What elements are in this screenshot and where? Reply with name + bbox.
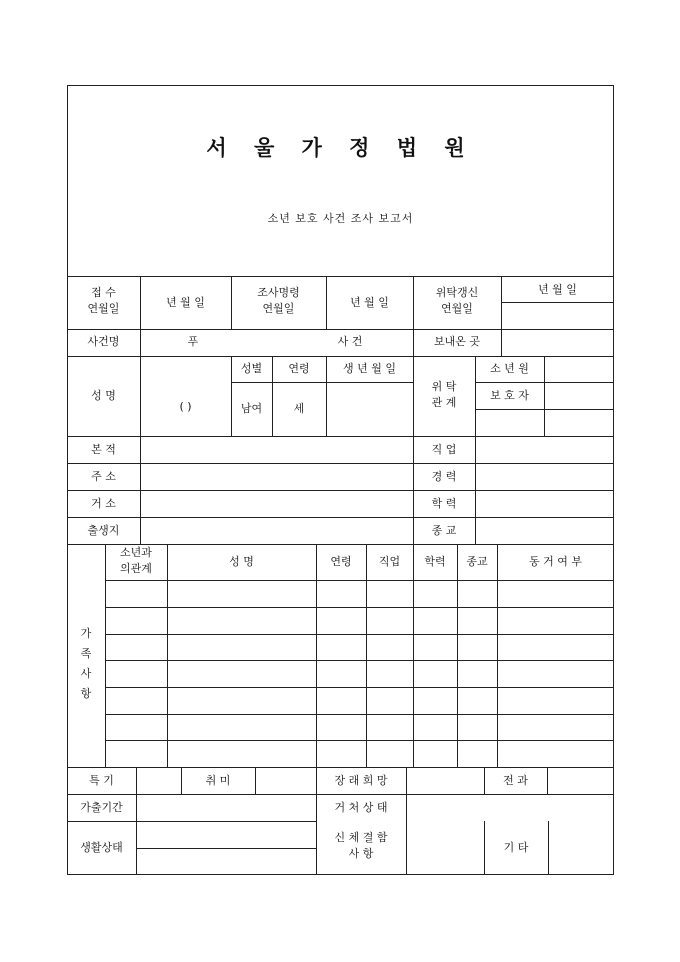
grid-line bbox=[67, 463, 614, 464]
other-label: 기 타 bbox=[503, 841, 529, 854]
commission-label-line2: 연월일 bbox=[441, 302, 473, 315]
family-education-header: 학력 bbox=[424, 555, 446, 568]
order-label-line1: 조사명령 bbox=[257, 286, 300, 299]
grid-line bbox=[501, 302, 614, 303]
receipt-date-field[interactable]: 년 월 일 bbox=[166, 296, 205, 309]
grid-line bbox=[105, 580, 614, 581]
grid-line bbox=[231, 382, 413, 383]
domicile-label: 본 적 bbox=[91, 443, 116, 456]
physical-defect-label bbox=[316, 830, 406, 862]
family-label-char: 가 bbox=[80, 627, 92, 640]
court-title: 서 울 가 정 법 원 bbox=[206, 135, 475, 160]
family-relation-header bbox=[105, 545, 167, 577]
receipt-date-label bbox=[67, 285, 140, 317]
grid-line bbox=[544, 356, 545, 436]
grid-line bbox=[105, 607, 614, 608]
age-value[interactable]: 세 bbox=[293, 402, 305, 415]
gender-value[interactable]: 남여 bbox=[240, 402, 263, 415]
birth-date-label: 생 년 월 일 bbox=[343, 362, 396, 375]
family-section-label bbox=[67, 624, 105, 704]
special-note-label: 특 기 bbox=[89, 774, 114, 787]
case-name-prefix: 푸 bbox=[187, 335, 199, 348]
relation-label-line2: 관 계 bbox=[431, 396, 457, 409]
hobby-label: 취 미 bbox=[205, 774, 231, 787]
family-label-char: 족 bbox=[80, 647, 92, 660]
name-parentheses[interactable]: ( ) bbox=[179, 400, 192, 413]
grid-line bbox=[67, 794, 614, 795]
relation-header-line1: 소년과 bbox=[120, 546, 152, 559]
runaway-period-label: 가출기간 bbox=[80, 801, 123, 814]
residence-label: 거 소 bbox=[91, 497, 116, 510]
grid-line bbox=[475, 356, 476, 544]
education-label: 학 력 bbox=[431, 497, 457, 510]
report-subtitle: 소년 보호 사건 조사 보고서 bbox=[267, 212, 414, 225]
grid-line bbox=[167, 544, 168, 767]
grid-line bbox=[366, 544, 367, 767]
sent-from-field[interactable] bbox=[502, 330, 614, 356]
gender-label: 성별 bbox=[240, 362, 263, 375]
family-label-char: 항 bbox=[80, 687, 92, 700]
family-label-char: 사 bbox=[80, 667, 92, 680]
grid-line bbox=[140, 356, 141, 544]
guardian-label: 보 호 자 bbox=[490, 389, 529, 402]
family-name-header: 성 명 bbox=[229, 555, 254, 568]
grid-line bbox=[136, 767, 137, 875]
family-age-header: 연령 bbox=[330, 555, 352, 568]
investigation-order-date-field[interactable]: 년 월 일 bbox=[350, 296, 389, 309]
family-job-header: 직업 bbox=[378, 555, 401, 568]
case-name-suffix: 사 건 bbox=[337, 335, 363, 348]
grid-line bbox=[413, 544, 414, 767]
grid-line bbox=[67, 490, 614, 491]
life-status-label: 생활상태 bbox=[80, 841, 123, 854]
grid-line bbox=[105, 544, 106, 767]
commission-renewal-label bbox=[413, 285, 501, 317]
family-cohabit-header: 동 거 여 부 bbox=[529, 555, 582, 568]
grid-line bbox=[547, 767, 548, 794]
grid-line bbox=[255, 767, 256, 794]
address-label: 주 소 bbox=[91, 470, 116, 483]
commission-relation-label bbox=[413, 379, 475, 411]
defect-label-line1: 신 체 결 함 bbox=[334, 831, 388, 844]
grid-line bbox=[548, 821, 549, 875]
receipt-label-line1: 접 수 bbox=[91, 286, 116, 299]
grid-line bbox=[140, 276, 141, 356]
grid-line bbox=[105, 687, 614, 688]
grid-line bbox=[105, 634, 614, 635]
career-label: 경 력 bbox=[431, 470, 457, 483]
sent-from-label: 보내온 곳 bbox=[433, 335, 480, 348]
commission-label-line1: 위탁갱신 bbox=[435, 286, 479, 299]
investigation-order-label bbox=[231, 285, 326, 317]
grid-line bbox=[105, 740, 614, 741]
grid-line bbox=[67, 276, 614, 277]
grid-line bbox=[457, 544, 458, 767]
grid-line bbox=[105, 660, 614, 661]
grid-line bbox=[316, 544, 317, 767]
grid-line bbox=[105, 714, 614, 715]
occupation-label: 직 업 bbox=[431, 443, 457, 456]
birthplace-label: 출생지 bbox=[87, 524, 120, 537]
commission-renewal-date-field[interactable]: 년 월 일 bbox=[538, 283, 577, 296]
grid-line bbox=[406, 767, 407, 875]
receipt-label-line2: 연월일 bbox=[87, 302, 120, 315]
order-label-line2: 연월일 bbox=[262, 302, 295, 315]
grid-line bbox=[136, 848, 317, 849]
relation-label-line1: 위 탁 bbox=[431, 380, 457, 393]
report-form-frame bbox=[67, 85, 614, 875]
grid-line bbox=[67, 767, 614, 768]
future-hope-label: 장 래 희 망 bbox=[334, 774, 388, 787]
case-name-label: 사건명 bbox=[87, 335, 120, 348]
religion-label: 종 교 bbox=[431, 524, 457, 537]
living-place-label: 거 처 상 태 bbox=[334, 801, 388, 814]
grid-line bbox=[67, 517, 614, 518]
grid-line bbox=[67, 436, 614, 437]
age-label: 연령 bbox=[288, 362, 310, 375]
prior-record-label: 전 과 bbox=[503, 774, 528, 787]
juvenile-home-label: 소 년 원 bbox=[490, 362, 529, 375]
family-religion-header: 종교 bbox=[466, 555, 488, 568]
defect-label-line2: 사 항 bbox=[348, 847, 374, 860]
name-label: 성 명 bbox=[91, 389, 116, 402]
grid-line bbox=[497, 544, 498, 767]
relation-header-line2: 의관계 bbox=[120, 562, 152, 575]
grid-line bbox=[67, 821, 317, 822]
grid-line bbox=[67, 356, 614, 357]
